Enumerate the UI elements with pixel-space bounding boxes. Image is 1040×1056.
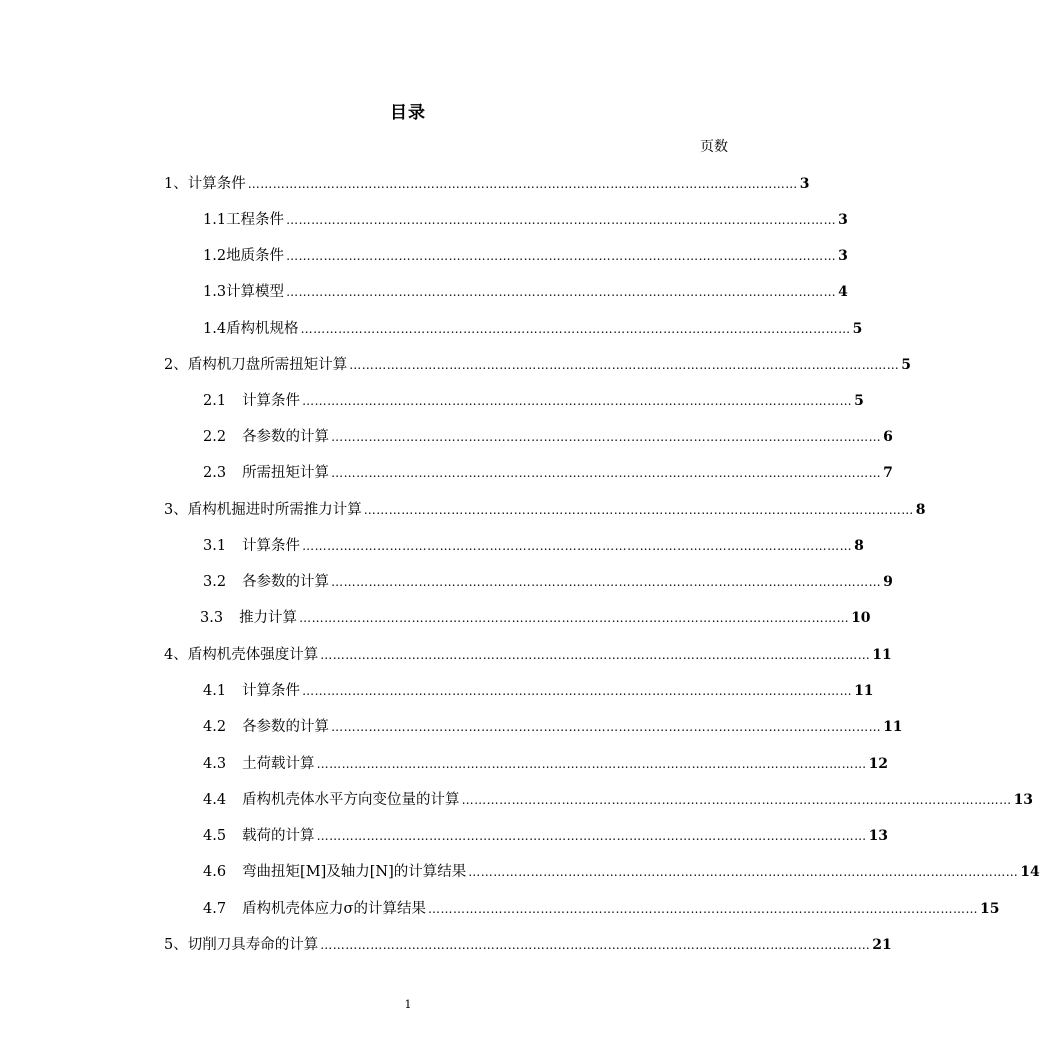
toc-entry-title: 计算条件 bbox=[242, 538, 301, 554]
toc-entry[interactable] bbox=[203, 752, 889, 773]
dot-leader: …………………………………………………………………………………………………………………… bbox=[302, 539, 853, 553]
dot-leader: …………………………………………………………………………………………………………………… bbox=[427, 902, 978, 916]
toc-entry-number: 4.6 bbox=[203, 864, 227, 880]
toc-entry-number: 4.7 bbox=[203, 901, 227, 917]
toc-entry-page: 11 bbox=[854, 683, 874, 699]
toc-entry[interactable] bbox=[203, 244, 848, 265]
toc-entry-page: 13 bbox=[1013, 792, 1034, 808]
toc-entry[interactable] bbox=[164, 643, 892, 664]
toc-entry-page: 11 bbox=[883, 719, 903, 735]
toc-entry-title: 各参数的计算 bbox=[242, 429, 330, 445]
dot-leader: …………………………………………………………………………………………………………………… bbox=[286, 249, 837, 263]
toc-entry-title: 所需扭矩计算 bbox=[242, 465, 330, 481]
toc-entry-page: 7 bbox=[883, 465, 893, 481]
dot-leader: …………………………………………………………………………………………………………………… bbox=[302, 684, 853, 698]
toc-entry-page: 8 bbox=[854, 538, 864, 554]
toc-entry-title: 计算条件 bbox=[242, 393, 301, 409]
toc-entry-title: 盾构机掘进时所需推力计算 bbox=[187, 502, 362, 518]
toc-entry[interactable] bbox=[203, 389, 864, 410]
toc-entry-page: 11 bbox=[872, 647, 892, 663]
toc-entry[interactable] bbox=[203, 317, 863, 338]
toc-entry-number: 4.3 bbox=[203, 756, 227, 772]
dot-leader: …………………………………………………………………………………………………………………… bbox=[331, 430, 882, 444]
dot-leader: …………………………………………………………………………………………………………………… bbox=[316, 829, 867, 843]
toc-entry-number: 1.1 bbox=[203, 212, 227, 228]
toc-entry-page: 10 bbox=[851, 610, 871, 626]
toc-entry-title: 弯曲扭矩[M]及轴力[N]的计算结果 bbox=[242, 864, 467, 880]
toc-entry-page: 21 bbox=[872, 937, 892, 953]
toc-entry-page: 6 bbox=[883, 429, 893, 445]
toc-entry-page: 5 bbox=[901, 357, 911, 373]
toc-entry-number: 3.3 bbox=[200, 610, 224, 626]
toc-entry-number: 4.2 bbox=[203, 719, 227, 735]
toc-entry-title: 盾构机壳体强度计算 bbox=[187, 647, 319, 663]
toc-entry[interactable] bbox=[203, 788, 1034, 809]
toc-entry[interactable] bbox=[203, 280, 848, 301]
toc-entry-title: 计算条件 bbox=[242, 683, 301, 699]
toc-entry[interactable] bbox=[203, 570, 893, 591]
dot-leader: …………………………………………………………………………………………………………………… bbox=[331, 575, 882, 589]
toc-entry-title: 计算条件 bbox=[187, 176, 246, 192]
toc-entry[interactable] bbox=[164, 498, 926, 519]
toc-entry-page: 4 bbox=[838, 284, 848, 300]
toc-entry-title: 各参数的计算 bbox=[242, 719, 330, 735]
dot-leader: …………………………………………………………………………………………………………………… bbox=[286, 213, 837, 227]
toc-entry[interactable] bbox=[203, 824, 889, 845]
toc-entry-number: 4、 bbox=[164, 647, 188, 663]
dot-leader: …………………………………………………………………………………………………………………… bbox=[302, 394, 853, 408]
pages-column-label: 页数 bbox=[700, 139, 728, 155]
dot-leader: …………………………………………………………………………………………………………………… bbox=[286, 285, 837, 299]
footer-page-number: 1 bbox=[404, 998, 412, 1011]
toc-entry-page: 3 bbox=[838, 212, 848, 228]
toc-entry-title: 地质条件 bbox=[226, 248, 285, 264]
toc-entry[interactable] bbox=[203, 860, 1040, 881]
toc-entry-title: 土荷载计算 bbox=[242, 756, 315, 772]
toc-entry-title: 工程条件 bbox=[226, 212, 285, 228]
toc-entry-number: 1.4 bbox=[203, 321, 227, 337]
toc-entry[interactable] bbox=[164, 933, 892, 954]
dot-leader: …………………………………………………………………………………………………………………… bbox=[320, 938, 871, 952]
toc-entry-title: 盾构机壳体应力σ的计算结果 bbox=[242, 901, 426, 917]
toc-entry-title: 盾构机规格 bbox=[226, 321, 299, 337]
dot-leader: …………………………………………………………………………………………………………………… bbox=[468, 865, 1019, 879]
toc-entry-title: 切削刀具寿命的计算 bbox=[187, 937, 319, 953]
dot-leader: …………………………………………………………………………………………………………………… bbox=[300, 322, 851, 336]
toc-entry-page: 3 bbox=[799, 176, 810, 192]
toc-entry-page: 8 bbox=[915, 502, 926, 518]
toc-entry-number: 1.3 bbox=[203, 284, 227, 300]
toc-entry-number: 3.2 bbox=[203, 574, 227, 590]
toc-entry-number: 4.4 bbox=[203, 792, 227, 808]
toc-entry-number: 3、 bbox=[164, 502, 188, 518]
toc-entry-number: 2.3 bbox=[203, 465, 227, 481]
toc-entry[interactable] bbox=[203, 897, 1000, 918]
toc-entry-number: 4.1 bbox=[203, 683, 227, 699]
toc-entry-number: 2、 bbox=[164, 357, 188, 373]
toc-entry-number: 5、 bbox=[164, 937, 188, 953]
toc-entry-title: 各参数的计算 bbox=[242, 574, 330, 590]
dot-leader: …………………………………………………………………………………………………………………… bbox=[363, 503, 914, 517]
toc-entry-number: 2.2 bbox=[203, 429, 227, 445]
page-title: 目录 bbox=[390, 103, 426, 123]
toc-entry-title: 推力计算 bbox=[239, 610, 298, 626]
dot-leader: …………………………………………………………………………………………………………………… bbox=[331, 720, 882, 734]
toc-entry-title: 盾构机壳体水平方向变位量的计算 bbox=[242, 792, 460, 808]
toc-entry[interactable] bbox=[203, 425, 893, 446]
toc-entry-number: 4.5 bbox=[203, 828, 227, 844]
toc-entry-title: 计算模型 bbox=[226, 284, 285, 300]
toc-entry[interactable] bbox=[203, 208, 848, 229]
toc-entry-title: 载荷的计算 bbox=[242, 828, 315, 844]
toc-entry-page: 9 bbox=[883, 574, 893, 590]
toc-entry-number: 2.1 bbox=[203, 393, 227, 409]
toc-entry[interactable] bbox=[203, 679, 874, 700]
toc-entry-page: 5 bbox=[852, 321, 863, 337]
toc-entry[interactable] bbox=[164, 172, 810, 193]
toc-entry-page: 15 bbox=[979, 901, 1000, 917]
dot-leader: …………………………………………………………………………………………………………………… bbox=[320, 648, 871, 662]
toc-entry[interactable] bbox=[164, 353, 911, 374]
dot-leader: …………………………………………………………………………………………………………………… bbox=[331, 466, 882, 480]
toc-entry-page: 5 bbox=[854, 393, 864, 409]
toc-entry-page: 14 bbox=[1020, 864, 1040, 880]
dot-leader: …………………………………………………………………………………………………………………… bbox=[461, 793, 1012, 807]
toc-entry-number: 1.2 bbox=[203, 248, 227, 264]
toc-entry-page: 3 bbox=[838, 248, 848, 264]
toc-entry[interactable] bbox=[200, 606, 871, 627]
dot-leader: …………………………………………………………………………………………………………………… bbox=[316, 757, 867, 771]
dot-leader: …………………………………………………………………………………………………………………… bbox=[299, 611, 850, 625]
toc-entry-number: 1、 bbox=[164, 176, 188, 192]
dot-leader: …………………………………………………………………………………………………………………… bbox=[247, 177, 798, 191]
dot-leader: …………………………………………………………………………………………………………………… bbox=[349, 358, 900, 372]
toc-entry-title: 盾构机刀盘所需扭矩计算 bbox=[187, 357, 348, 373]
toc-entry[interactable] bbox=[203, 534, 864, 555]
toc-entry-page: 13 bbox=[868, 828, 889, 844]
toc-entry[interactable] bbox=[203, 461, 893, 482]
toc-entry-number: 3.1 bbox=[203, 538, 227, 554]
toc-entry[interactable] bbox=[203, 715, 903, 736]
toc-entry-page: 12 bbox=[868, 756, 889, 772]
